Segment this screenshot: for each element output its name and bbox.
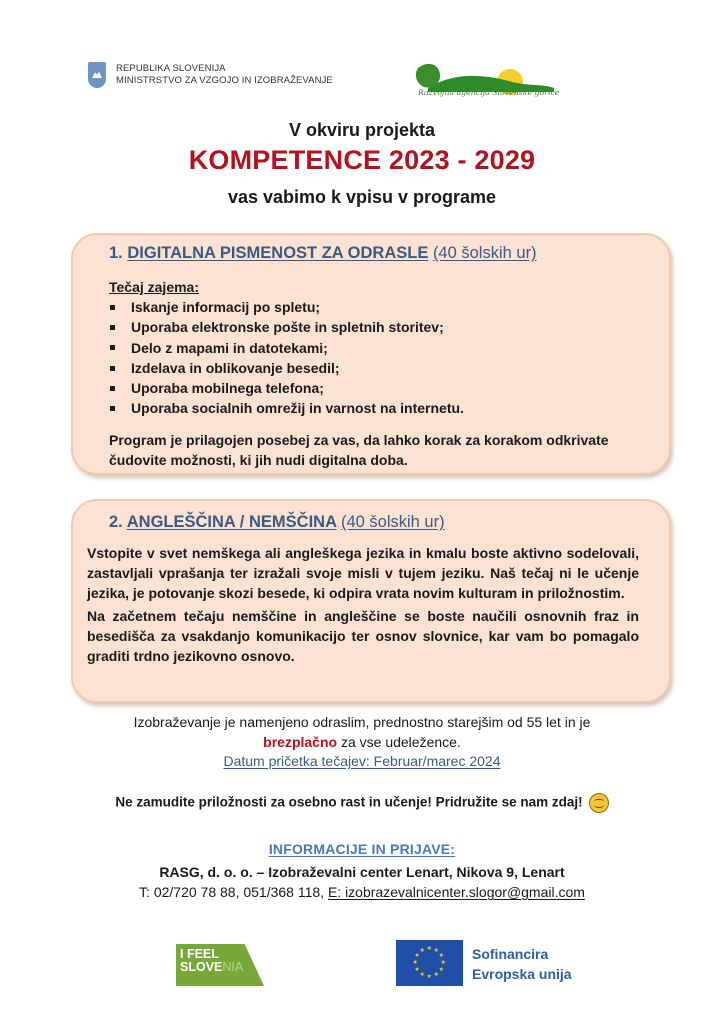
program-2-paragraph-2: Na začetnem tečaju nemščine in angleščine se boste naučili osnovnih fraz in besedišča za vsakdanjo komunikacijo ter osnov slovnice, kar vam bo pomagalo graditi trdno jezikovno osnovo. — [87, 607, 639, 665]
ministry-line2: MINISTRSTVO ZA VZGOJO IN IZOBRAŽEVANJE — [116, 75, 333, 86]
eu-cofunding-text — [472, 944, 572, 984]
eu-star-icon: ★ — [419, 972, 425, 979]
bullet-square-icon — [110, 345, 115, 350]
eu-star-icon: ★ — [433, 947, 439, 954]
topic-text: Uporaba socialnih omrežij in varnost na internetu. — [131, 400, 464, 417]
eu-star-icon: ★ — [414, 967, 420, 973]
list-item — [109, 358, 464, 378]
start-date: Datum pričetka tečajev: Februar/marec 2024 — [223, 753, 501, 769]
program-1-hours: (40 šolskih ur) — [432, 244, 537, 262]
topic-list — [109, 297, 464, 419]
rasg-caption: Razvojna agencija Slovenske gorice — [418, 88, 560, 97]
list-item — [109, 378, 464, 398]
program-2-description — [87, 543, 639, 666]
smiley-face-icon — [589, 793, 609, 813]
bullet-square-icon — [110, 386, 115, 391]
eu-star-icon: ★ — [419, 947, 425, 954]
leaf-shape — [416, 64, 440, 88]
eu-star-icon: ★ — [433, 972, 439, 979]
bullet-square-icon — [110, 305, 115, 310]
eu-star-icon: ★ — [440, 960, 446, 966]
eu-star-icon: ★ — [412, 960, 418, 966]
program-2-name: ANGLEŠČINA / NEMŠČINA — [126, 513, 337, 531]
call-to-action — [0, 793, 724, 813]
ifeel-line1: I FEEL — [180, 947, 219, 961]
program-1-closing: Program je prilagojen posebej za vas, da lahko korak za korakom odkrivate čudovite možnosti, ki jih nudi digitalna doba. — [109, 432, 609, 468]
ifeel-nia: NIA — [222, 960, 244, 974]
eu-star-icon: ★ — [414, 953, 420, 959]
bullet-square-icon — [110, 366, 115, 371]
eligibility-line-2 — [0, 732, 724, 752]
project-title: KOMPETENCE 2023 - 2029 — [188, 145, 536, 175]
contact-heading: INFORMACIJE IN PRIJAVE: — [268, 841, 456, 857]
contact-address: RASG, d. o. o. – Izobraževalni center Lenart, Nikova 9, Lenart — [159, 864, 565, 880]
program-2-number: 2. — [109, 513, 123, 531]
ministry-line1: REPUBLIKA SLOVENIJA — [116, 63, 226, 74]
invite-line: vas vabimo k vpisu v programe — [227, 187, 497, 207]
topic-text: Delo z mapami in datotekami; — [131, 339, 328, 356]
eu-star-icon: ★ — [438, 967, 444, 973]
program-2-title — [109, 513, 445, 532]
topic-text: Uporaba mobilnega telefona; — [131, 380, 324, 397]
bullet-square-icon — [110, 325, 115, 330]
eligibility-text — [0, 712, 724, 752]
list-item — [109, 338, 464, 358]
eu-line1: Sofinancira — [472, 946, 549, 962]
intro-line: V okviru projekta — [288, 120, 436, 140]
eu-line2: Evropska unija — [472, 966, 572, 982]
eu-flag-icon — [396, 940, 463, 986]
list-item — [109, 317, 464, 337]
ifeel-slove: SLOVE — [180, 960, 223, 974]
program-1-name: DIGITALNA PISMENOST ZA ODRASLE — [127, 244, 429, 262]
topic-text: Iskanje informacij po spletu; — [131, 299, 321, 315]
list-item — [109, 398, 464, 418]
eu-star-icon: ★ — [438, 953, 444, 959]
topic-text: Izdelava in oblikovanje besedil; — [131, 359, 340, 376]
bullet-square-icon — [110, 406, 115, 411]
eu-star-icon: ★ — [426, 946, 432, 952]
cta-text: Ne zamudite priložnosti za osebno rast in učenje! Pridružite se nam zdaj! — [115, 794, 583, 810]
program-2-paragraph-1: Vstopite v svet nemškega ali angleškega jezika in kmalu boste aktivno sodelovali, zastavljali vprašanja ter izražali svoje misli v tujem jeziku. Naš tečaj ni le učenje jezika, je potovanje skozi besede, ki odpira vrata novim kulturam in priložnostim. — [87, 545, 639, 602]
program-2-hours: (40 šolskih ur) — [340, 513, 445, 531]
contact-details — [0, 884, 724, 900]
ifeel-line2 — [180, 961, 243, 974]
covers-label: Tečaj zajema: — [109, 279, 200, 295]
contact-phones: T: 02/720 78 88, 051/368 118, — [139, 884, 328, 900]
program-1-title — [109, 244, 537, 263]
eu-star-icon: ★ — [426, 974, 432, 980]
ministry-logo — [88, 62, 333, 88]
program-1-number: 1. — [109, 244, 123, 262]
contact-email-link[interactable]: E: izobrazevalnicenter.slogor@gmail.com — [327, 884, 585, 900]
eligibility-line-2-rest: za vse udeležence. — [337, 734, 461, 750]
list-item — [109, 297, 464, 317]
ministry-name — [116, 63, 333, 87]
free-highlight: brezplačno — [263, 734, 338, 750]
slovenia-crest-icon — [88, 62, 106, 88]
topic-text: Uporaba elektronske pošte in spletnih storitev; — [131, 319, 444, 336]
eligibility-line-1: Izobraževanje je namenjeno odraslim, prednostno starejšim od 55 let in je — [133, 714, 591, 730]
i-feel-slovenia-text — [180, 948, 243, 974]
